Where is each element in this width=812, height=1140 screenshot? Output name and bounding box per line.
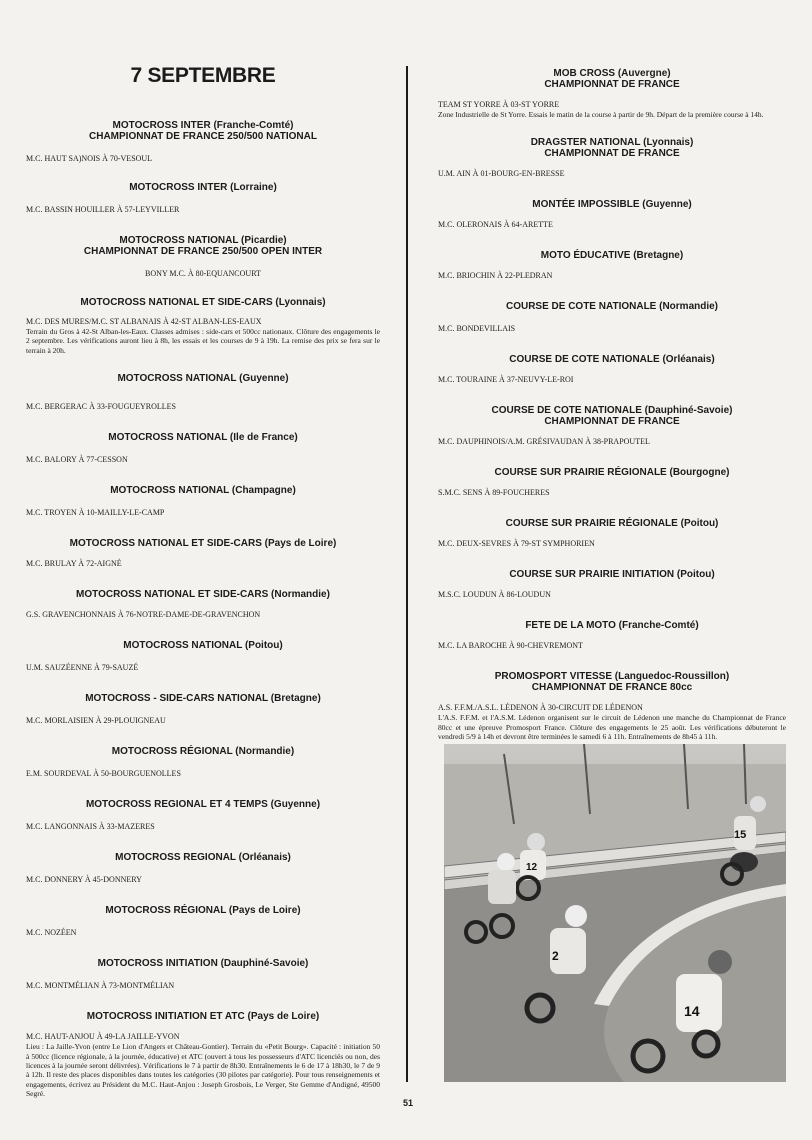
event-block	[26, 235, 380, 279]
event-club: M.C. HAUT-ANJOU À 49-LA JAILLE-YVON	[26, 1032, 180, 1042]
event-club: M.C. BERGERAC À 33-FOUGUEYROLLES	[26, 402, 177, 412]
event-title: MOTOCROSS - SIDE-CARS NATIONAL (Bretagne)	[85, 693, 321, 705]
race-photo	[444, 744, 786, 1082]
event-club: M.C. DONNERY À 45-DONNERY	[26, 875, 142, 885]
column-divider	[406, 66, 408, 1082]
event-block	[438, 199, 786, 230]
event-block	[26, 182, 380, 215]
event-title: COURSE SUR PRAIRIE INITIATION (Poitou)	[509, 569, 715, 581]
event-title: MOTOCROSS INTER (Franche-Comté)	[112, 120, 294, 131]
event-block	[26, 799, 380, 832]
event-block	[438, 250, 786, 281]
event-club: G.S. GRAVENCHONNAIS À 76-NOTRE-DAME-DE-GRAVENCHON	[26, 610, 261, 620]
event-club: M.C. BRIOCHIN À 22-PLEDRAN	[438, 271, 553, 281]
event-block	[438, 671, 786, 741]
event-club: M.C. BONDEVILLAIS	[438, 324, 516, 334]
page-number: 51	[402, 1098, 413, 1108]
event-title: MOTOCROSS INITIATION (Dauphiné-Savoie)	[97, 958, 309, 970]
event-club: M.C. BASSIN HOUILLER À 57-LEYVILLER	[26, 205, 180, 214]
event-subtitle: CHAMPIONNAT DE FRANCE 250/500 NATIONAL	[89, 131, 317, 142]
event-subtitle: CHAMPIONNAT DE FRANCE	[544, 79, 680, 90]
event-club: TEAM ST YORRE À 03-ST YORRE	[438, 100, 560, 109]
event-club: M.C. HAUT SA)NOIS À 70-VESOUL	[26, 154, 153, 163]
event-title: MOTOCROSS INTER (Lorraine)	[129, 182, 277, 193]
event-title: MOB CROSS (Auvergne)	[553, 68, 671, 79]
event-block	[26, 905, 380, 938]
event-subtitle: CHAMPIONNAT DE FRANCE	[544, 148, 680, 160]
event-club: M.C. TROYEN À 10-MAILLY-LE-CAMP	[26, 508, 165, 518]
event-title: MOTOCROSS REGIONAL (Orléanais)	[115, 852, 291, 864]
event-club: S.M.C. SENS À 89-FOUCHERES	[438, 488, 550, 498]
event-title: MOTOCROSS NATIONAL (Poitou)	[123, 640, 283, 652]
event-title: MONTÉE IMPOSSIBLE (Guyenne)	[532, 199, 692, 211]
event-block	[438, 137, 786, 179]
event-club: M.S.C. LOUDUN À 86-LOUDUN	[438, 590, 551, 600]
event-club: M.C. BALORY À 77-CESSON	[26, 455, 128, 465]
event-club: M.C. OLERONAIS À 64-ARETTE	[438, 220, 553, 230]
race-photo-illustration	[444, 744, 786, 1082]
event-title: MOTOCROSS NATIONAL ET SIDE-CARS (Normandie)	[76, 589, 330, 601]
event-club: M.C. LANGONNAIS À 33-MAZERES	[26, 822, 155, 832]
event-title: MOTOCROSS NATIONAL (Picardie)	[119, 235, 287, 246]
event-title: MOTO ÉDUCATIVE (Bretagne)	[540, 250, 684, 262]
event-title: MOTOCROSS NATIONAL (Ile de France)	[108, 432, 298, 444]
event-club: M.C. DAUPHINOIS/A.M. GRÉSIVAUDAN À 38-PRAPOUTEL	[438, 437, 650, 447]
event-block	[438, 518, 786, 549]
event-club: M.C. MONTMÉLIAN À 73-MONTMÉLIAN	[26, 981, 175, 991]
event-club: A.S. F.F.M./A.S.L. LÉDENON À 30-CIRCUIT DE LÉDENON	[438, 703, 643, 713]
event-title: DRAGSTER NATIONAL (Lyonnais)	[530, 137, 694, 149]
event-club: M.C. MORLAISIEN À 29-PLOUIGNEAU	[26, 716, 166, 726]
event-block	[26, 640, 380, 673]
event-block	[26, 485, 380, 518]
event-title: MOTOCROSS RÉGIONAL (Normandie)	[111, 746, 295, 758]
event-title: COURSE DE COTE NATIONALE (Dauphiné-Savoie)	[491, 405, 733, 417]
event-block	[26, 373, 380, 412]
event-block	[26, 120, 380, 164]
event-title: COURSE SUR PRAIRIE RÉGIONALE (Poitou)	[505, 518, 719, 530]
event-club: BONY M.C. À 80-EQUANCOURT	[145, 269, 261, 278]
bike-number: 12	[526, 862, 538, 873]
event-block	[438, 569, 786, 600]
event-title: COURSE DE COTE NATIONALE (Normandie)	[505, 301, 719, 313]
event-club: U.M. SAUZÉENNE À 79-SAUZÉ	[26, 663, 139, 673]
event-club: E.M. SOURDEVAL À 50-BOURGUENOLLES	[26, 769, 181, 779]
event-club: M.C. NOZÉEN	[26, 928, 77, 938]
event-title: MOTOCROSS NATIONAL (Guyenne)	[117, 373, 289, 385]
event-title: MOTOCROSS REGIONAL ET 4 TEMPS (Guyenne)	[85, 799, 321, 811]
event-title: MOTOCROSS RÉGIONAL (Pays de Loire)	[105, 905, 301, 917]
event-title: MOTOCROSS INITIATION ET ATC (Pays de Loire)	[86, 1011, 320, 1023]
event-club: M.C. LA BAROCHE À 90-CHEVREMONT	[438, 641, 583, 651]
event-block	[26, 297, 380, 355]
event-block	[26, 589, 380, 620]
page-title: 7 SEPTEMBRE	[130, 64, 276, 87]
event-description: Terrain du Gros à 42-St Alban-les-Eaux. Classes admises : side-cars et 500cc nationaux. Clôture des engagements le 2 septembre. Les vérifications auront lieu à 8h, les essais et les courses de 9 à 19h. La remise des prix se fera sur le terrain à 20h.	[26, 327, 380, 355]
event-block	[26, 1011, 380, 1098]
event-club: M.C. DEUX-SEVRES À 79-ST SYMPHORIEN	[438, 539, 595, 549]
event-block	[26, 693, 380, 726]
event-block	[438, 301, 786, 334]
event-subtitle: CHAMPIONNAT DE FRANCE 80cc	[531, 682, 693, 694]
event-block	[438, 467, 786, 498]
event-description: Zone Industrielle de St Yorre. Essais le matin de la course à partir de 9h. Départ de la première course à 14h.	[438, 110, 764, 119]
event-title: PROMOSPORT VITESSE (Languedoc-Roussillon)	[494, 671, 730, 683]
event-block	[26, 432, 380, 465]
event-block	[438, 405, 786, 447]
event-block	[26, 958, 380, 991]
right-column	[438, 68, 786, 742]
event-description: L'A.S. F.F.M. et l'A.S.M. Lédenon organisent sur le circuit de Lédenon une manche du Championnat de France 80cc et une épreuve Promosport France. Clôture des engagements le 25 août. Les vérifications débuteront le vendredi 5/9 à 14h et devront être terminées le samedi 6 à 11h. Entraînements de 8h45 à 11h.	[438, 713, 786, 742]
event-block	[26, 852, 380, 885]
event-block	[26, 746, 380, 779]
bike-number: 14	[684, 1003, 700, 1019]
event-title: COURSE DE COTE NATIONALE (Orléanais)	[509, 354, 715, 366]
event-description: Lieu : La Jaille-Yvon (entre Le Lion d'Angers et Château-Gontier). Terrain du «Petit Bourg». Capacité : initiation 50 à 500cc (licence régionale, à la journée, éducative) et ATC (ouvert à tous les possesseurs d'ATC licenciés ou non, des licences à la journée seront délivrées). Vérifications le 7 à partir de 8h30. Entraînements le 6 de 17 à 18h30, le 7 de 9 à 12h. Il reste des places disponibles dans toutes les catégories (30 pilotes par catégorie). Pour tous renseignements et engagements, écrivez au Président du M.C. Haut-Anjou : Joseph Grosbois, Le Verger, Ste Gemme d'Andigné, 49500 Segré.	[26, 1042, 380, 1099]
event-title: MOTOCROSS NATIONAL (Champagne)	[110, 485, 296, 497]
event-block	[438, 68, 786, 119]
left-column	[26, 58, 380, 1099]
event-block	[26, 538, 380, 569]
event-club: M.C. BRULAY À 72-AIGNÉ	[26, 559, 122, 569]
event-title: MOTOCROSS NATIONAL ET SIDE-CARS (Pays de Loire)	[69, 538, 337, 550]
event-block	[438, 620, 786, 651]
bike-number: 2	[552, 949, 559, 963]
event-club: U.M. AIN À 01-BOURG-EN-BRESSE	[438, 169, 565, 179]
event-club: M.C. DES MURES/M.C. ST ALBANAIS À 42-ST ALBAN-LES-EAUX	[26, 317, 262, 326]
bike-number: 15	[734, 829, 747, 841]
event-title: COURSE SUR PRAIRIE RÉGIONALE (Bourgogne)	[494, 467, 730, 479]
event-title: MOTOCROSS NATIONAL ET SIDE-CARS (Lyonnais)	[80, 297, 326, 308]
event-subtitle: CHAMPIONNAT DE FRANCE 250/500 OPEN INTER	[83, 246, 323, 257]
event-block	[438, 354, 786, 385]
event-subtitle: CHAMPIONNAT DE FRANCE	[544, 416, 680, 428]
event-club: M.C. TOURAINE À 37-NEUVY-LE-ROI	[438, 375, 574, 385]
event-title: FETE DE LA MOTO (Franche-Comté)	[525, 620, 699, 632]
